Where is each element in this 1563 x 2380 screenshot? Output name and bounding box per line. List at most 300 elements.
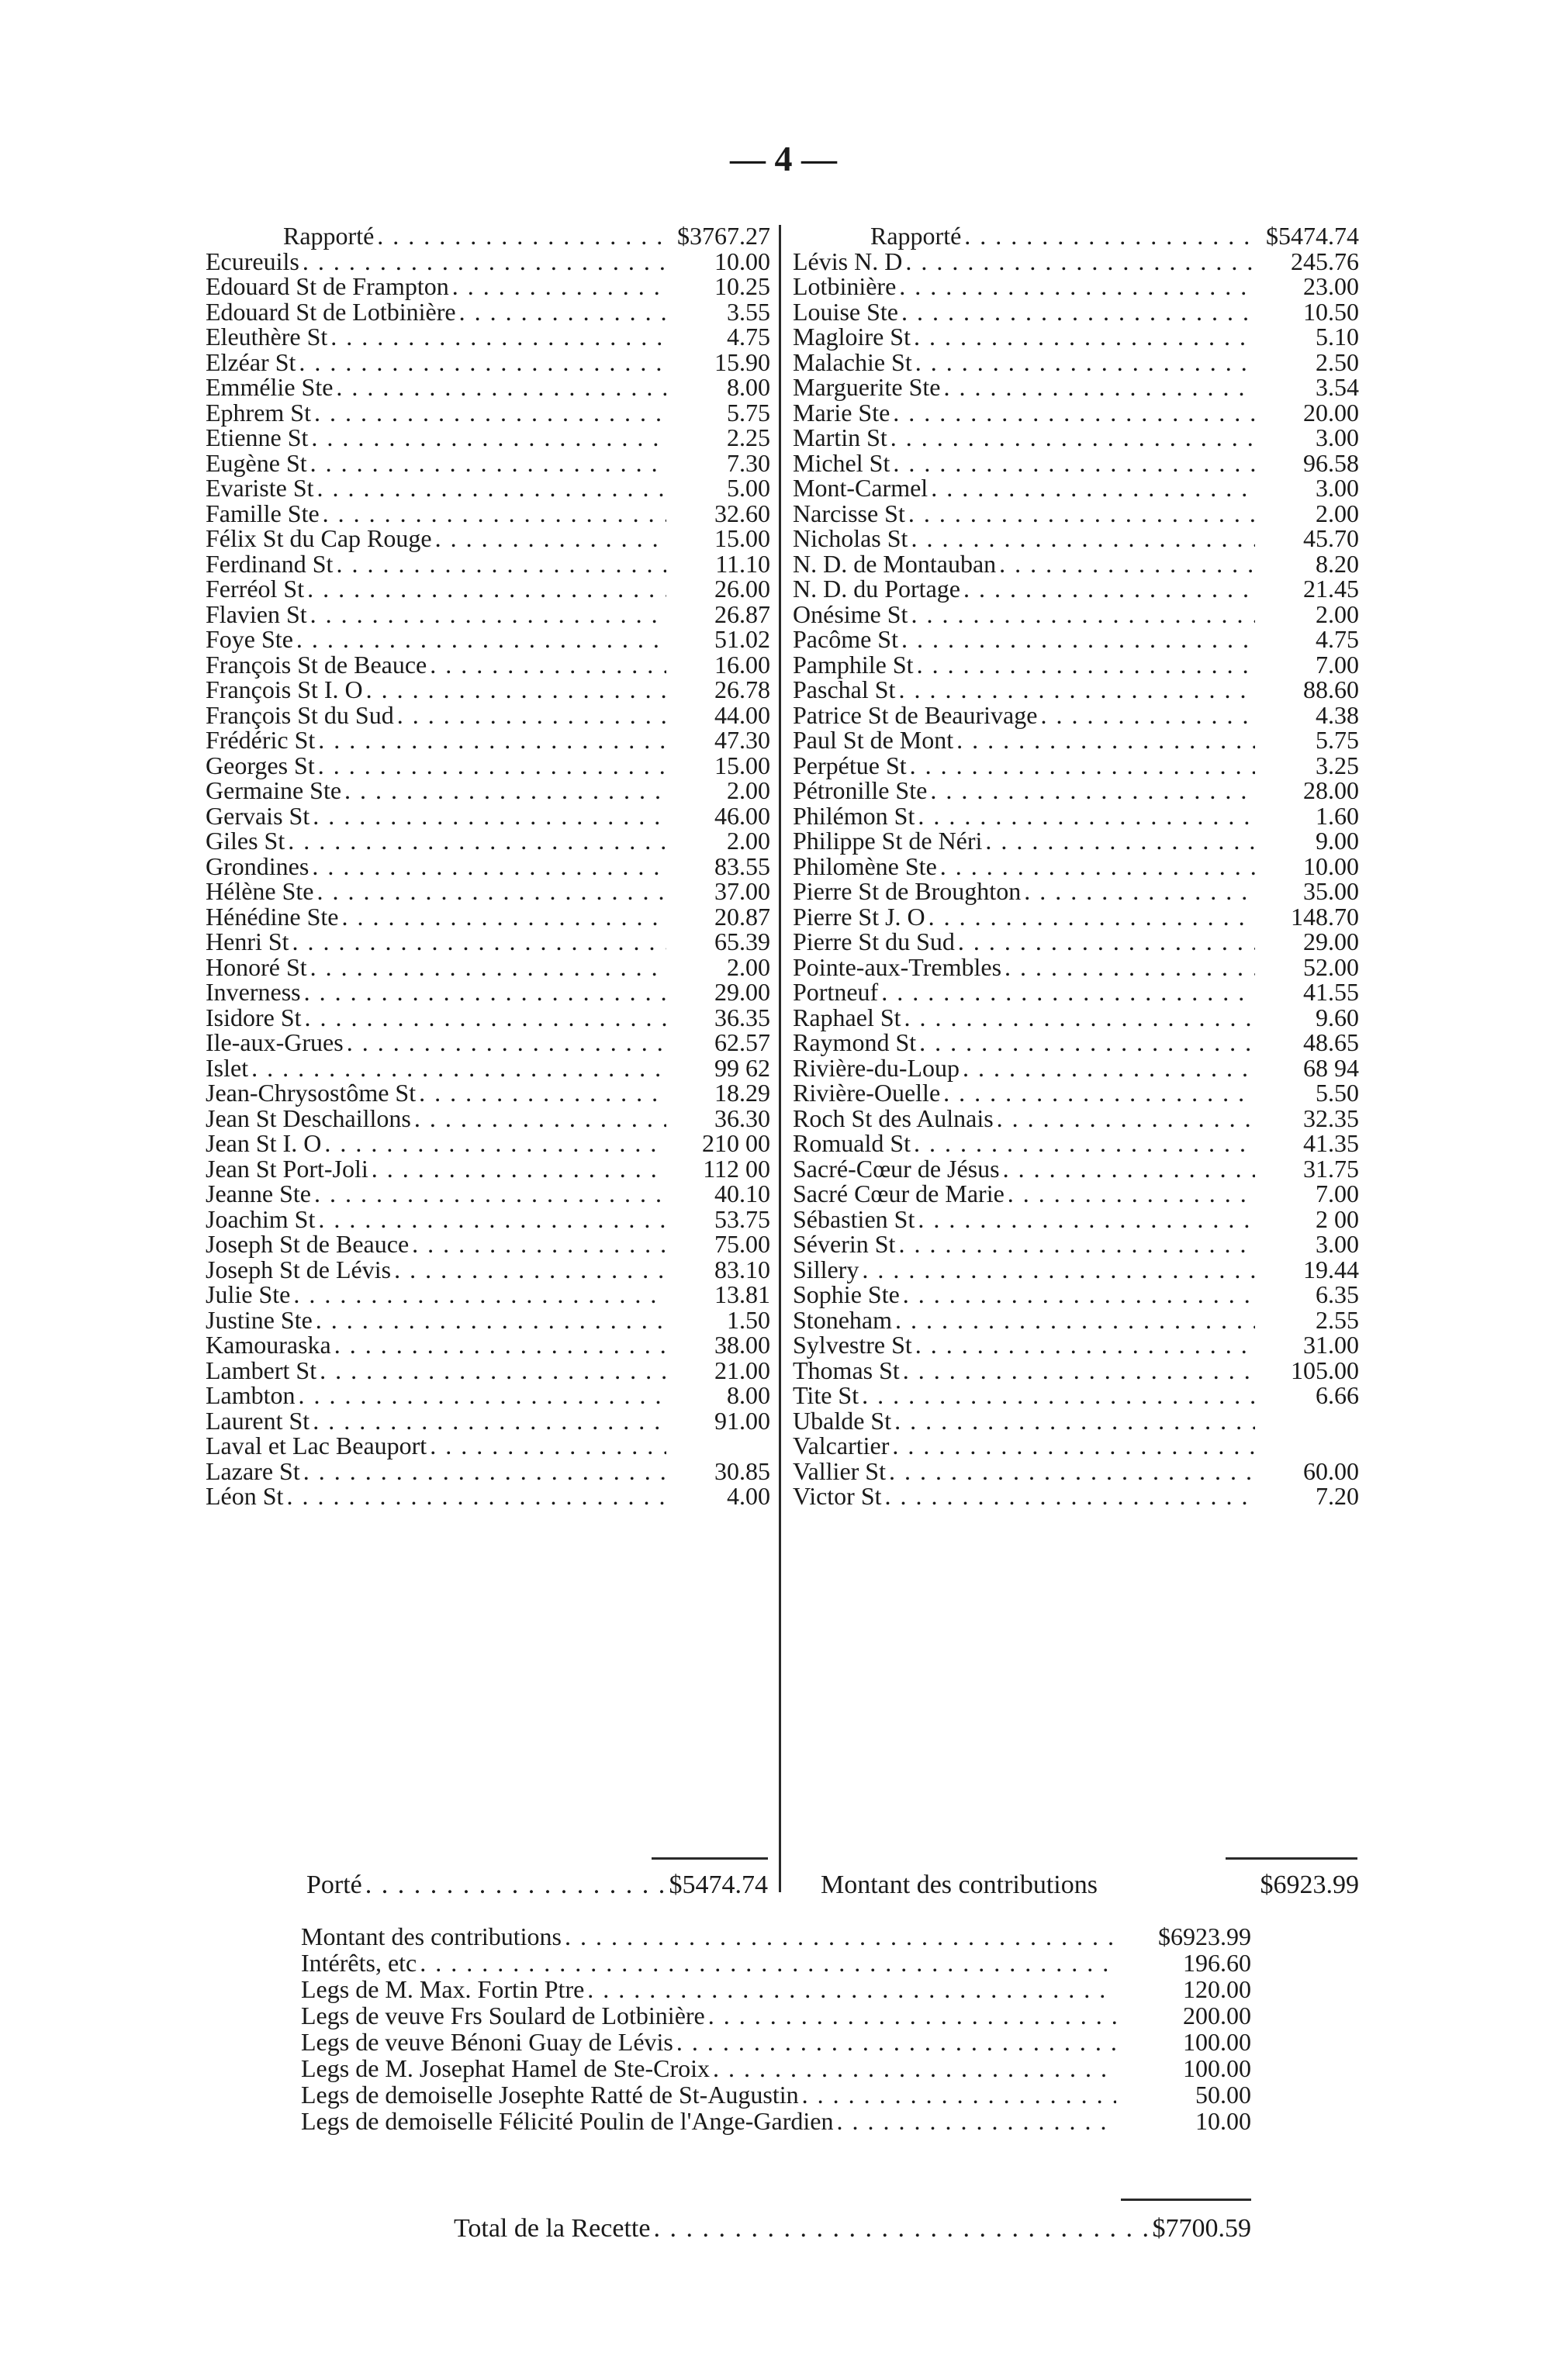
ledger-row (793, 400, 1359, 426)
leader-dots (1040, 703, 1255, 728)
page-number: — 4 — (730, 139, 837, 178)
row-label: Sylvestre St (793, 1331, 912, 1359)
ledger-row (793, 1005, 1359, 1031)
contributions-total-row (821, 1870, 1359, 1900)
row-amount: 48.65 (1303, 1028, 1359, 1056)
row-label: Sillery (793, 1255, 859, 1283)
leader-dots (862, 1383, 1255, 1408)
row-amount: 35.00 (1303, 877, 1359, 905)
leader-dots (365, 1870, 666, 1900)
row-label: Portneuf (793, 978, 879, 1006)
ledger-row (793, 952, 1359, 981)
row-amount: 62.57 (714, 1028, 770, 1056)
row-amount: 5.10 (1316, 323, 1359, 351)
row-label: Islet (206, 1053, 249, 1082)
row-label: Ecureuils (206, 247, 299, 275)
row-label: Joseph St de Lévis (206, 1255, 392, 1283)
row-amount: 32.35 (1303, 1104, 1359, 1132)
row-label: Evariste St (206, 474, 314, 502)
leader-dots (910, 753, 1255, 779)
ledger-row (301, 1950, 1251, 1976)
ledger-row (793, 778, 1359, 803)
ledger-row (206, 249, 770, 275)
ledger-row (793, 299, 1359, 325)
row-label: N. D. de Montauban (793, 549, 997, 578)
ledger-row (301, 1923, 1251, 1950)
leader-dots (293, 1282, 666, 1307)
leader-dots (314, 1181, 666, 1207)
leader-dots (303, 249, 666, 275)
row-label: Pierre St J. O (793, 902, 925, 931)
ledger-row (793, 851, 1359, 880)
leader-dots (330, 324, 666, 350)
row-label: Julie Ste (206, 1280, 291, 1308)
leader-dots (296, 627, 666, 652)
row-label: Ferréol St (206, 575, 305, 603)
row-label: Germaine Ste (206, 776, 342, 804)
row-label: Pacôme St (793, 625, 898, 653)
leader-dots (323, 501, 666, 527)
row-amount: 8.00 (727, 373, 770, 401)
leader-dots (320, 1358, 666, 1383)
row-label: Emmélie Ste (206, 373, 334, 401)
row-amount: 52.00 (1303, 952, 1359, 981)
row-label: Rapporté (283, 222, 375, 250)
row-amount: 88.60 (1303, 675, 1359, 703)
row-amount: 15.00 (714, 524, 770, 552)
ledger-row (206, 753, 770, 779)
ledger-row (206, 627, 770, 652)
leader-dots (377, 223, 666, 249)
row-amount: $5474.74 (1266, 222, 1359, 250)
ledger-row (793, 879, 1359, 904)
leader-dots (414, 1106, 666, 1131)
leader-dots (313, 1408, 666, 1434)
row-label: Narcisse St (793, 499, 905, 527)
leader-dots (299, 350, 666, 375)
row-label: Lotbinière (793, 272, 897, 300)
row-label: Legs de M. Max. Fortin Ptre (301, 1975, 585, 2003)
leader-dots (964, 223, 1255, 249)
leader-dots (889, 1459, 1255, 1484)
row-amount: 75.00 (714, 1230, 770, 1258)
leader-dots (956, 727, 1255, 753)
row-label: Edouard St de Frampton (206, 272, 449, 300)
leader-dots (802, 2081, 1116, 2108)
leader-dots (940, 854, 1255, 879)
ledger-row (793, 1106, 1359, 1131)
row-label: Intérêts, etc (301, 1949, 417, 1977)
row-amount: 2.50 (1316, 347, 1359, 376)
row-amount: 36.30 (714, 1104, 770, 1132)
row-label: Michel St (793, 448, 890, 477)
ledger-row (793, 347, 1359, 376)
row-amount: 91.00 (714, 1406, 770, 1435)
total-rule (1121, 2199, 1251, 2201)
leader-dots (919, 1030, 1255, 1055)
row-label: Justine Ste (206, 1305, 313, 1334)
leader-dots (435, 526, 666, 551)
leader-dots (901, 627, 1255, 652)
ledger-row (793, 1231, 1359, 1257)
ledger-row (793, 324, 1359, 350)
row-amount: 100.00 (1183, 2054, 1251, 2082)
ledger-row (301, 2081, 1251, 2108)
row-amount: 2.55 (1316, 1305, 1359, 1334)
row-label: Perpétue St (793, 751, 907, 779)
ledger-row (206, 1106, 770, 1131)
row-label: Magloire St (793, 323, 911, 351)
row-amount: 2.00 (1316, 499, 1359, 527)
row-label: Montant des contributions (821, 1870, 1098, 1899)
row-label: Jean St Deschaillons (206, 1104, 411, 1132)
ledger-row (206, 1080, 770, 1106)
row-amount: 29.00 (1303, 927, 1359, 955)
ledger-row (793, 576, 1359, 602)
row-amount: 1.50 (727, 1305, 770, 1334)
ledger-row (206, 526, 770, 551)
leader-dots (347, 1030, 666, 1055)
ledger-row (206, 324, 770, 350)
ledger-row (206, 1383, 770, 1408)
ledger-row (793, 1456, 1359, 1485)
row-amount: 196.60 (1183, 1949, 1251, 1977)
ledger-row (793, 475, 1359, 501)
ledger-row (206, 803, 770, 829)
ledger-row (206, 551, 770, 577)
row-label: Grondines (206, 851, 309, 880)
row-label: Ephrem St (206, 398, 311, 427)
leader-dots (653, 2214, 1149, 2244)
leader-dots (931, 475, 1255, 501)
ledger-row (206, 400, 770, 426)
row-label: Raymond St (793, 1028, 917, 1056)
row-amount: 2.00 (1316, 599, 1359, 628)
row-label: Edouard St de Lotbinière (206, 297, 456, 326)
row-label: Jean St I. O (206, 1129, 322, 1157)
row-label: Honoré St (206, 952, 307, 981)
row-label: Paul St de Mont (793, 726, 954, 754)
row-amount: $6923.99 (1158, 1922, 1251, 1950)
row-label: Marie Ste (793, 398, 890, 427)
leader-dots (930, 778, 1255, 803)
leader-dots (310, 955, 666, 980)
leader-dots (915, 350, 1255, 375)
leader-dots (901, 299, 1255, 325)
ledger-row (206, 1358, 770, 1383)
row-label: François St de Beauce (206, 650, 427, 679)
ledger-row (793, 803, 1359, 829)
row-label: Stoneham (793, 1305, 892, 1334)
ledger-row (793, 904, 1359, 930)
row-amount: 20.00 (1303, 398, 1359, 427)
leader-dots (292, 929, 666, 955)
ledger-row (793, 929, 1359, 955)
row-amount: 9.00 (1316, 827, 1359, 855)
leader-dots (904, 1005, 1255, 1031)
row-label: Roch St des Aulnais (793, 1104, 994, 1132)
summary-rows (301, 1923, 1251, 2134)
row-label: Foye Ste (206, 625, 293, 653)
leader-dots (1024, 879, 1255, 904)
ledger-row (206, 1231, 770, 1257)
carried-forward-row (793, 223, 1359, 249)
leader-dots (908, 501, 1255, 527)
ledger-row (206, 879, 770, 904)
row-amount: 4.00 (727, 1482, 770, 1510)
row-label: Louise Ste (793, 297, 898, 326)
row-label: Lévis N. D (793, 247, 903, 275)
row-label: Henri St (206, 927, 289, 955)
row-amount: 8.00 (727, 1381, 770, 1409)
leader-dots (318, 1207, 666, 1232)
row-amount: 10.25 (714, 272, 770, 300)
row-amount: 50.00 (1195, 2081, 1251, 2109)
leader-dots (893, 451, 1255, 476)
leader-dots (336, 551, 666, 577)
row-amount: 5.75 (1316, 726, 1359, 754)
ledger-row (301, 2029, 1251, 2055)
leader-dots (911, 602, 1255, 627)
row-label: Legs de demoiselle Josephte Ratté de St-Augustin (301, 2081, 799, 2109)
row-label: N. D. du Portage (793, 575, 960, 603)
ledger-row (206, 904, 770, 930)
row-label: François St I. O (206, 675, 363, 703)
row-amount: 9.60 (1316, 1003, 1359, 1031)
row-amount: 31.75 (1303, 1154, 1359, 1183)
row-amount: 1.60 (1316, 801, 1359, 830)
ledger-row (206, 347, 770, 376)
leader-dots (862, 1257, 1255, 1283)
leader-dots (430, 1433, 666, 1459)
leader-dots (324, 1131, 666, 1156)
row-amount: 37.00 (714, 877, 770, 905)
leader-dots (307, 576, 666, 602)
ledger-row (793, 501, 1359, 527)
row-label: Victor St (793, 1482, 882, 1510)
row-label: Legs de veuve Bénoni Guay de Lévis (301, 2028, 673, 2056)
row-label: Raphael St (793, 1003, 901, 1031)
row-amount: 16.00 (714, 650, 770, 679)
ledger-row (206, 501, 770, 527)
ledger-row (206, 1156, 770, 1182)
ledger-row (793, 1080, 1359, 1106)
row-label: Ubalde St (793, 1406, 892, 1435)
leader-dots (420, 1950, 1116, 1976)
ledger-row (793, 700, 1359, 729)
row-amount: 120.00 (1183, 1975, 1251, 2003)
row-label: Lambton (206, 1381, 296, 1409)
leader-dots (963, 1055, 1255, 1081)
ledger-row (206, 1332, 770, 1358)
ledger-row (206, 677, 770, 703)
row-amount: 13.81 (714, 1280, 770, 1308)
ledger-row (206, 599, 770, 628)
row-label: Mont-Carmel (793, 474, 928, 502)
row-label: Rivière-Ouelle (793, 1079, 941, 1107)
row-label: Philippe St de Néri (793, 827, 983, 855)
leader-dots (288, 828, 666, 854)
ledger-row (206, 1408, 770, 1434)
row-label: Kamouraska (206, 1331, 331, 1359)
leader-dots (459, 299, 666, 325)
row-label: Sébastien St (793, 1204, 915, 1233)
row-amount: 7.30 (727, 448, 770, 477)
row-amount: 7.00 (1316, 650, 1359, 679)
ledger-row (206, 1433, 770, 1459)
right-column (793, 223, 1359, 1509)
ledger-row (793, 1433, 1359, 1459)
ledger-row (206, 299, 770, 325)
ledger-row (206, 700, 770, 729)
row-amount: 40.10 (714, 1180, 770, 1207)
row-amount: 8.20 (1316, 549, 1359, 578)
row-amount: 148.70 (1291, 902, 1359, 931)
row-amount: 6.35 (1316, 1280, 1359, 1308)
row-label: Félix St du Cap Rouge (206, 524, 432, 552)
row-amount: 3.00 (1316, 474, 1359, 502)
ledger-row (793, 1181, 1359, 1207)
leader-dots (918, 1207, 1255, 1232)
row-amount: 3.54 (1316, 373, 1359, 401)
leader-dots (344, 778, 666, 803)
row-amount: 5.00 (727, 474, 770, 502)
row-label: Nicholas St (793, 524, 908, 552)
leader-dots (312, 854, 666, 879)
row-amount: 7.20 (1316, 1482, 1359, 1510)
right-rows (793, 249, 1359, 1509)
row-amount: $3767.27 (677, 222, 770, 250)
leader-dots (999, 551, 1255, 577)
row-amount: 44.00 (714, 700, 770, 729)
row-label: Valcartier (793, 1432, 890, 1459)
leader-dots (943, 375, 1255, 400)
row-amount: 15.00 (714, 751, 770, 779)
row-label: Pointe-aux-Trembles (793, 952, 1002, 981)
ledger-row (793, 1131, 1359, 1156)
carried-forward-row (206, 223, 770, 249)
leader-dots (885, 1484, 1255, 1509)
row-label: Romuald St (793, 1129, 911, 1157)
leader-dots (914, 324, 1255, 350)
leader-dots (899, 274, 1255, 299)
leader-dots (1003, 1156, 1255, 1182)
ledger-row (793, 551, 1359, 577)
row-amount: 2.00 (727, 952, 770, 981)
row-amount: 245.76 (1291, 247, 1359, 275)
leader-dots (893, 400, 1255, 426)
leader-dots (1008, 1181, 1255, 1207)
leader-dots (915, 1332, 1255, 1358)
row-amount: 65.39 (714, 927, 770, 955)
leader-dots (430, 652, 666, 678)
row-label: Jeanne Ste (206, 1180, 311, 1207)
leader-dots (963, 576, 1255, 602)
ledger-row (793, 727, 1359, 753)
leader-dots (943, 1080, 1255, 1106)
leader-dots (914, 1131, 1255, 1156)
carried-total-row (306, 1870, 768, 1900)
ledger-row (206, 652, 770, 678)
row-label: François St du Sud (206, 700, 394, 729)
ledger-row (206, 1055, 770, 1081)
ledger-row (793, 828, 1359, 854)
grand-total-row (454, 2214, 1251, 2244)
ledger-row (793, 1307, 1359, 1333)
ledger-row (206, 576, 770, 602)
leader-dots (310, 602, 666, 627)
ledger-row (301, 1976, 1251, 2002)
row-amount: 4.75 (727, 323, 770, 351)
leader-dots (587, 1976, 1116, 2002)
row-label: Marguerite Ste (793, 373, 941, 401)
row-amount: 112 00 (703, 1154, 770, 1183)
ledger-row (206, 1484, 770, 1509)
row-amount: 2.25 (727, 423, 770, 451)
row-amount: 10.00 (714, 247, 770, 275)
ledger-row (206, 727, 770, 753)
row-amount: 5.75 (727, 398, 770, 427)
leader-dots (565, 1923, 1116, 1950)
row-label: Sacré-Cœur de Jésus (793, 1154, 1000, 1183)
ledger-row (206, 979, 770, 1005)
leader-dots (334, 1332, 666, 1358)
row-amount: 45.70 (1303, 524, 1359, 552)
ledger-row (206, 274, 770, 299)
row-label: Léon St (206, 1482, 284, 1510)
row-label: Montant des contributions (301, 1922, 562, 1950)
ledger-row (206, 1181, 770, 1207)
column-divider (779, 225, 781, 1892)
leader-dots (894, 1408, 1255, 1434)
leader-dots (318, 753, 666, 779)
ledger-row (206, 851, 770, 880)
row-amount: 28.00 (1303, 776, 1359, 804)
ledger-row (793, 1257, 1359, 1283)
row-label: Porté (306, 1870, 362, 1899)
row-amount: 30.85 (714, 1456, 770, 1485)
ledger-row (206, 828, 770, 854)
ledger-row (793, 677, 1359, 703)
leader-dots (314, 400, 666, 426)
leader-dots (303, 1459, 666, 1484)
row-amount: 41.35 (1303, 1129, 1359, 1157)
row-amount: 99 62 (714, 1053, 770, 1082)
row-label: Elzéar St (206, 347, 296, 376)
leader-dots (895, 1307, 1255, 1333)
leader-dots (299, 1383, 666, 1408)
row-amount: 60.00 (1303, 1456, 1359, 1485)
row-amount: $6923.99 (1260, 1870, 1359, 1899)
leader-dots (713, 2055, 1116, 2081)
ledger-row (206, 425, 770, 451)
row-label: Eugène St (206, 448, 307, 477)
leader-dots (903, 1358, 1255, 1383)
leader-dots (890, 425, 1255, 451)
ledger-row (206, 1005, 770, 1031)
leader-dots (305, 1005, 666, 1031)
ledger-row (793, 375, 1359, 400)
row-label: Pierre St du Sud (793, 927, 955, 955)
row-label: Tite St (793, 1381, 859, 1409)
row-label: Legs de veuve Frs Soulard de Lotbinière (301, 2002, 705, 2029)
ledger-row (206, 1456, 770, 1485)
leader-dots (310, 451, 666, 476)
row-label: Rivière-du-Loup (793, 1053, 960, 1082)
row-label: Eleuthère St (206, 323, 328, 351)
row-amount: 6.66 (1316, 1381, 1359, 1409)
row-amount: 15.90 (714, 347, 770, 376)
